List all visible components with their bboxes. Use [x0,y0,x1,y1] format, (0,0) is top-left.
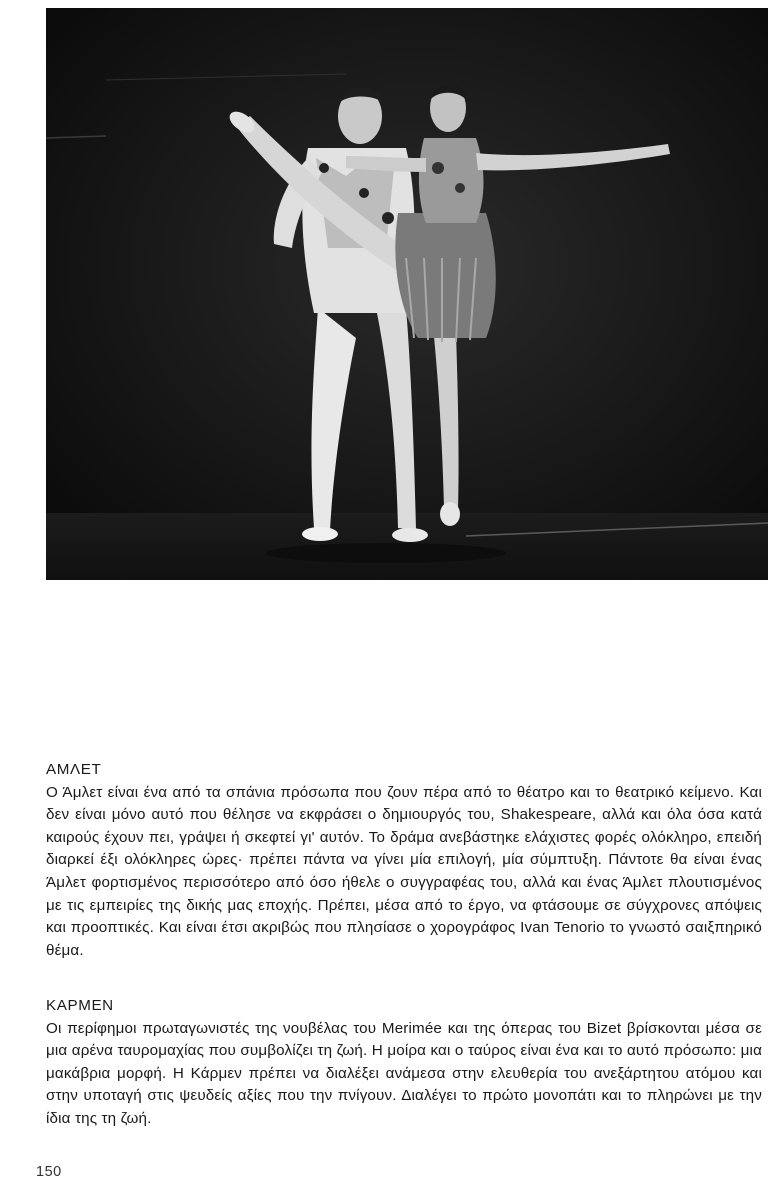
hamlet-body: Ο Άμλετ είναι ένα από τα σπάνια πρόσωπα που ζουν πέρα από το θέατρο και το θεατρικό κείμενο. Και δεν είναι μόνο αυτό που θέλησε να εκφράσει ο δημιουργός του, Shakespeare, αλλά και όλα όσα κατά καιρούς έχουν πει, γράψει ή σκεφτεί γι' αυτόν. Το δράμα ανεβάστηκε ελάχιστες φορές ολόκληρο, επειδή διαρκεί έξι ολόκληρες ώρες· πρέπει πάντα να γίνει μία επιλογή, μία σύμπτυξη. Πάντοτε θα είναι ένας Άμλετ φορτισμένος περισσότερο από όσο ήθελε ο συγγραφέας του, αλλά και ένας Άμλετ πλουτισμένος με τις εμπειρίες της δικής μας εποχής. Πρέπει, μέσα από το έργο, να φτάσουμε σε σύγχρονες απόψεις και προοπτικές. Και είναι έτσι ακριβώς που πλησίασε ο χορογράφος Ivan Tenorio το γνωστό σαιξπηρικό θέμα. [46,783,762,959]
ballet-photo [46,8,768,580]
hamlet-section [46,759,762,962]
carmen-section [46,995,762,1131]
carmen-body: Οι περίφημοι πρωταγωνιστές της νουβέλας του Merimée και της όπερας του Bizet βρίσκονται μέσα σε μια αρένα ταυρομαχίας που συμβολίζει τη ζωή. Η μοίρα και ο ταύρος είναι ένα και το αυτό πρόσωπο: μια μακάβρια μορφή. Η Κάρμεν πρέπει να διαλέξει ανάμεσα στην ελευθερία του ανεξάρτητου ατόμου και στην υποταγή στις ψευδείς αξίες που την πνίγουν. Διαλέγει το πρώτο μονοπάτι και το πληρώνει με την ίδια της τη ζωή. [46,1019,762,1127]
carmen-title: ΚΑΡΜΕΝ [46,997,114,1014]
ballet-dancers-illustration [46,8,768,580]
hamlet-title: ΑΜΛΕΤ [46,761,102,778]
page-number: 150 [36,1164,62,1180]
